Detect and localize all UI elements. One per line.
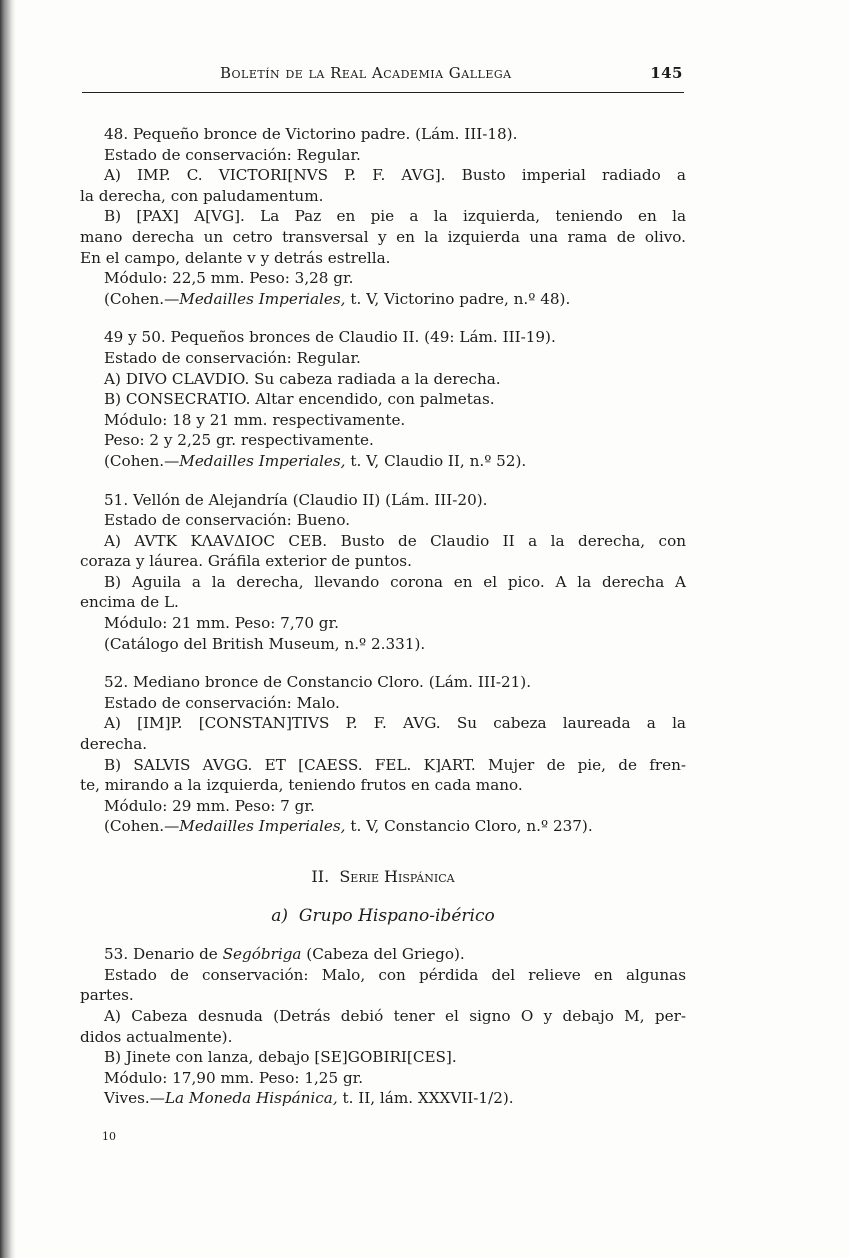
entry-modulo: Módulo: 22,5 mm. Peso: 3,28 gr. — [104, 269, 354, 288]
entry-reverse-cont: En el campo, delante v y detrás estrella. — [80, 248, 391, 267]
header-rule — [82, 92, 684, 93]
spacer — [80, 837, 686, 867]
entry-modulo: Módulo: 21 mm. Peso: 7,70 gr. — [104, 614, 339, 633]
entry-estado: Estado de conservación: Regular. — [104, 348, 361, 367]
ref-author: (Cohen.— — [104, 817, 180, 836]
spacer — [80, 472, 686, 490]
entry-obverse-cont: la derecha, con paludamentum. — [80, 186, 324, 205]
entry-obverse-cont: coraza y láurea. Gráfila exterior de puntos. — [80, 552, 412, 571]
entry-reverse: B) SALVIS AVGG. ET [CAESS. FEL. K]ART. Mujer de pie, de fren- — [104, 755, 686, 774]
entry-heading: 52. Mediano bronce de Constancio Cloro. (Lám. III-21). — [104, 673, 532, 692]
subsection-title: Grupo Hispano-ibérico — [298, 905, 495, 926]
entry-heading: 48. Pequeño bronce de Victorino padre. (Lám. III-18). — [104, 125, 518, 143]
entry-estado: Estado de conservación: Malo. — [104, 693, 340, 712]
entry-heading: 49 y 50. Pequeños bronces de Claudio II. (49: Lám. III-19). — [104, 328, 556, 347]
entry-estado: Estado de conservación: Bueno. — [104, 511, 351, 530]
entry-obverse-cont: derecha. — [80, 735, 148, 754]
page-body — [80, 124, 686, 1109]
entry-reverse-cont: encima de L. — [80, 593, 179, 612]
mint-name: Segóbriga — [222, 945, 302, 964]
entry-reference — [80, 289, 686, 310]
entry-reverse-cont: te, mirando a la izquierda, teniendo frutos en cada mano. — [80, 776, 523, 795]
entry-obverse: A) Cabeza desnuda (Detrás debió tener el signo O y debajo M, per- — [104, 1006, 686, 1025]
entry-reference — [80, 816, 686, 837]
ref-work-title: Medailles Imperiales, — [179, 289, 346, 308]
entry-obverse: A) DIVO CLAVDIO. Su cabeza radiada a la derecha. — [104, 369, 501, 388]
entry-reverse: B) Jinete con lanza, debajo [SE]GOBIRI[CES]. — [104, 1048, 457, 1067]
catalog-entry-49-50 — [80, 327, 686, 471]
entry-reference — [80, 1088, 686, 1109]
catalog-entry-52 — [80, 672, 686, 837]
entry-estado: Estado de conservación: Regular. — [104, 145, 361, 164]
entry-peso: Peso: 2 y 2,25 gr. respectivamente. — [104, 431, 374, 450]
journal-title: Boletín de la Real Academia Gallega — [220, 64, 512, 82]
binding-edge — [0, 0, 16, 1258]
entry-heading — [80, 944, 686, 965]
entry-modulo: Módulo: 29 mm. Peso: 7 gr. — [104, 796, 315, 815]
page-number: 145 — [650, 64, 683, 82]
ref-detail: t. V, Victorino padre, n.º 48). — [345, 289, 571, 308]
section-title: Serie Hispánica — [339, 867, 455, 886]
entry-obverse: A) IMP. C. VICTORI[NVS P. F. AVG]. Busto imperial radiado a — [104, 166, 686, 185]
entry-reverse: B) CONSECRATIO. Altar encendido, con palmetas. — [104, 390, 495, 409]
ref-work-title: Medailles Imperiales, — [179, 817, 346, 836]
entry-modulo: Módulo: 18 y 21 mm. respectivamente. — [104, 410, 406, 429]
ref-work-title: Medailles Imperiales, — [179, 451, 346, 470]
entry-reverse: B) Aguila a la derecha, llevando corona en el pico. A la derecha A — [104, 572, 686, 591]
printer-signature: 10 — [102, 1130, 116, 1143]
entry-obverse: A) [IM]P. [CONSTAN]TIVS P. F. AVG. Su cabeza laureada a la — [104, 714, 686, 733]
ref-detail: t. V, Constancio Cloro, n.º 237). — [345, 817, 593, 836]
entry-estado-cont: partes. — [80, 986, 134, 1005]
ref-detail: t. II, lám. XXXVII-1/2). — [337, 1089, 514, 1108]
entry-estado: Estado de conservación: Malo, con pérdida del relieve en algunas — [104, 965, 686, 984]
heading-text: (Cabeza del Griego). — [301, 945, 465, 964]
ref-author: (Cohen.— — [104, 289, 180, 308]
catalog-entry-53 — [80, 944, 686, 1109]
spacer — [80, 654, 686, 672]
subsection-letter: a) — [271, 905, 289, 926]
entry-obverse-cont: didos actualmente). — [80, 1027, 233, 1046]
subsection-heading — [80, 906, 686, 927]
running-header — [80, 64, 685, 86]
entry-heading: 51. Vellón de Alejandría (Claudio II) (Lám. III-20). — [104, 490, 488, 509]
ref-author: (Cohen.— — [104, 451, 180, 470]
catalog-entry-51 — [80, 490, 686, 655]
section-heading — [80, 867, 686, 888]
entry-obverse: A) AVTK KΛAVΔIOC CEB. Busto de Claudio II a la derecha, con — [104, 531, 686, 550]
spacer — [80, 926, 686, 944]
ref-work-title: La Moneda Hispánica, — [164, 1089, 338, 1108]
section-number: II. — [311, 867, 330, 886]
spacer — [80, 888, 686, 906]
ref-detail: t. V, Claudio II, n.º 52). — [345, 451, 527, 470]
entry-reverse-cont: mano derecha un cetro transversal y en la izquierda una rama de olivo. — [80, 227, 686, 246]
spacer — [80, 309, 686, 327]
entry-reference: (Catálogo del British Museum, n.º 2.331). — [104, 634, 426, 653]
entry-reverse: B) [PAX] A[VG]. La Paz en pie a la izquierda, teniendo en la — [104, 207, 686, 226]
catalog-entry-48 — [80, 124, 686, 309]
ref-author: Vives.— — [104, 1089, 165, 1108]
entry-reference — [80, 451, 686, 472]
entry-modulo: Módulo: 17,90 mm. Peso: 1,25 gr. — [104, 1068, 364, 1087]
heading-text: 53. Denario de — [104, 945, 223, 964]
